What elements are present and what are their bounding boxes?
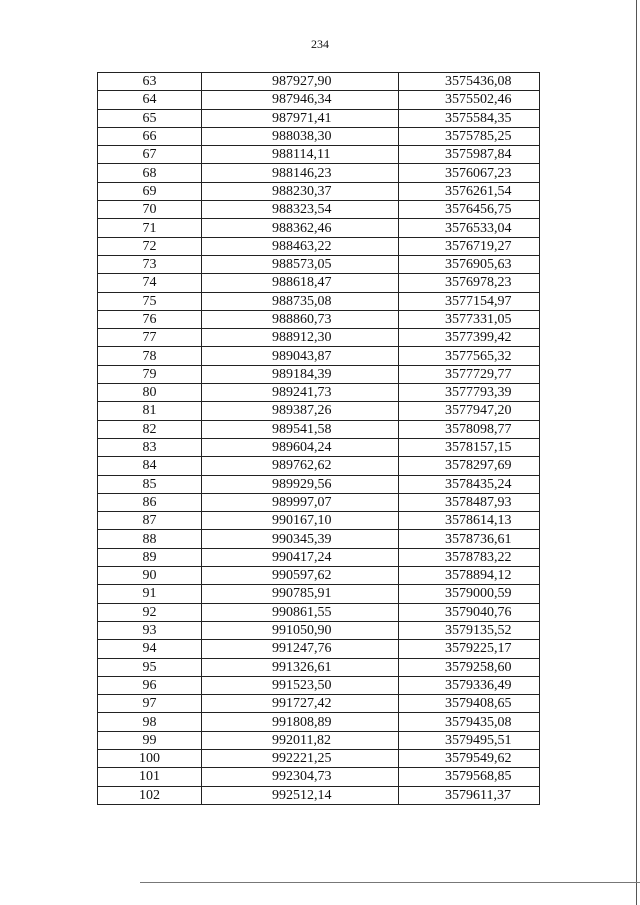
y-coordinate-cell: 3576978,23 — [399, 274, 540, 292]
x-coordinate-cell: 988912,30 — [202, 329, 399, 347]
y-coordinate-cell: 3579495,51 — [399, 731, 540, 749]
point-number-cell: 72 — [98, 237, 202, 255]
point-number-cell: 100 — [98, 749, 202, 767]
table-row — [98, 274, 540, 292]
x-coordinate-cell: 988146,23 — [202, 164, 399, 182]
x-coordinate-cell: 989043,87 — [202, 347, 399, 365]
table-row — [98, 786, 540, 804]
x-coordinate-cell: 992512,14 — [202, 786, 399, 804]
point-number-cell: 79 — [98, 365, 202, 383]
y-coordinate-cell: 3576719,27 — [399, 237, 540, 255]
point-number-cell: 78 — [98, 347, 202, 365]
y-coordinate-cell: 3576456,75 — [399, 201, 540, 219]
y-coordinate-cell: 3575436,08 — [399, 73, 540, 91]
y-coordinate-cell: 3577793,39 — [399, 384, 540, 402]
table-row — [98, 201, 540, 219]
table-row — [98, 402, 540, 420]
x-coordinate-cell: 989387,26 — [202, 402, 399, 420]
point-number-cell: 71 — [98, 219, 202, 237]
y-coordinate-cell: 3577331,05 — [399, 310, 540, 328]
table-row — [98, 475, 540, 493]
point-number-cell: 69 — [98, 182, 202, 200]
table-row — [98, 164, 540, 182]
point-number-cell: 93 — [98, 621, 202, 639]
x-coordinate-cell: 988038,30 — [202, 127, 399, 145]
x-coordinate-cell: 992304,73 — [202, 768, 399, 786]
x-coordinate-cell: 991808,89 — [202, 713, 399, 731]
point-number-cell: 66 — [98, 127, 202, 145]
table-row — [98, 493, 540, 511]
page-edge-right — [636, 0, 637, 905]
table-row — [98, 768, 540, 786]
x-coordinate-cell: 988362,46 — [202, 219, 399, 237]
table-row — [98, 749, 540, 767]
y-coordinate-cell: 3579549,62 — [399, 749, 540, 767]
x-coordinate-cell: 991727,42 — [202, 695, 399, 713]
table-row — [98, 548, 540, 566]
x-coordinate-cell: 990345,39 — [202, 530, 399, 548]
x-coordinate-cell: 990861,55 — [202, 603, 399, 621]
x-coordinate-cell: 987927,90 — [202, 73, 399, 91]
point-number-cell: 97 — [98, 695, 202, 713]
point-number-cell: 85 — [98, 475, 202, 493]
table-row — [98, 237, 540, 255]
point-number-cell: 102 — [98, 786, 202, 804]
table-row — [98, 146, 540, 164]
y-coordinate-cell: 3578435,24 — [399, 475, 540, 493]
table-row — [98, 731, 540, 749]
table-row — [98, 329, 540, 347]
y-coordinate-cell: 3576533,04 — [399, 219, 540, 237]
y-coordinate-cell: 3578098,77 — [399, 420, 540, 438]
point-number-cell: 63 — [98, 73, 202, 91]
table-row — [98, 365, 540, 383]
point-number-cell: 67 — [98, 146, 202, 164]
page-edge-bottom — [140, 882, 640, 883]
table-row — [98, 255, 540, 273]
table-row — [98, 219, 540, 237]
y-coordinate-cell: 3576905,63 — [399, 255, 540, 273]
x-coordinate-cell: 990417,24 — [202, 548, 399, 566]
x-coordinate-cell: 989241,73 — [202, 384, 399, 402]
point-number-cell: 90 — [98, 567, 202, 585]
y-coordinate-cell: 3579000,59 — [399, 585, 540, 603]
x-coordinate-cell: 990785,91 — [202, 585, 399, 603]
point-number-cell: 96 — [98, 676, 202, 694]
y-coordinate-cell: 3579336,49 — [399, 676, 540, 694]
x-coordinate-cell: 992011,82 — [202, 731, 399, 749]
table-row — [98, 384, 540, 402]
y-coordinate-cell: 3578783,22 — [399, 548, 540, 566]
y-coordinate-cell: 3578736,61 — [399, 530, 540, 548]
point-number-cell: 80 — [98, 384, 202, 402]
table-row — [98, 640, 540, 658]
table-row — [98, 109, 540, 127]
table-row — [98, 695, 540, 713]
table-row — [98, 713, 540, 731]
point-number-cell: 98 — [98, 713, 202, 731]
point-number-cell: 74 — [98, 274, 202, 292]
y-coordinate-cell: 3579225,17 — [399, 640, 540, 658]
x-coordinate-cell: 988860,73 — [202, 310, 399, 328]
coordinates-table — [97, 72, 540, 805]
point-number-cell: 91 — [98, 585, 202, 603]
x-coordinate-cell: 991523,50 — [202, 676, 399, 694]
table-row — [98, 292, 540, 310]
x-coordinate-cell: 991247,76 — [202, 640, 399, 658]
x-coordinate-cell: 989762,62 — [202, 457, 399, 475]
x-coordinate-cell: 987946,34 — [202, 91, 399, 109]
y-coordinate-cell: 3577565,32 — [399, 347, 540, 365]
y-coordinate-cell: 3579568,85 — [399, 768, 540, 786]
x-coordinate-cell: 990167,10 — [202, 512, 399, 530]
table-row — [98, 567, 540, 585]
x-coordinate-cell: 989184,39 — [202, 365, 399, 383]
point-number-cell: 86 — [98, 493, 202, 511]
y-coordinate-cell: 3579611,37 — [399, 786, 540, 804]
table-row — [98, 621, 540, 639]
point-number-cell: 94 — [98, 640, 202, 658]
y-coordinate-cell: 3579040,76 — [399, 603, 540, 621]
point-number-cell: 87 — [98, 512, 202, 530]
y-coordinate-cell: 3578614,13 — [399, 512, 540, 530]
table-row — [98, 347, 540, 365]
point-number-cell: 77 — [98, 329, 202, 347]
x-coordinate-cell: 988735,08 — [202, 292, 399, 310]
point-number-cell: 68 — [98, 164, 202, 182]
y-coordinate-cell: 3576261,54 — [399, 182, 540, 200]
page-number: 234 — [311, 37, 329, 51]
table-row — [98, 127, 540, 145]
y-coordinate-cell: 3577154,97 — [399, 292, 540, 310]
table-row — [98, 457, 540, 475]
y-coordinate-cell: 3577947,20 — [399, 402, 540, 420]
y-coordinate-cell: 3578157,15 — [399, 438, 540, 456]
x-coordinate-cell: 991326,61 — [202, 658, 399, 676]
x-coordinate-cell: 990597,62 — [202, 567, 399, 585]
table-row — [98, 603, 540, 621]
point-number-cell: 64 — [98, 91, 202, 109]
x-coordinate-cell: 989604,24 — [202, 438, 399, 456]
x-coordinate-cell: 988463,22 — [202, 237, 399, 255]
point-number-cell: 84 — [98, 457, 202, 475]
y-coordinate-cell: 3578487,93 — [399, 493, 540, 511]
point-number-cell: 95 — [98, 658, 202, 676]
y-coordinate-cell: 3575987,84 — [399, 146, 540, 164]
table-row — [98, 73, 540, 91]
point-number-cell: 73 — [98, 255, 202, 273]
point-number-cell: 75 — [98, 292, 202, 310]
x-coordinate-cell: 989929,56 — [202, 475, 399, 493]
x-coordinate-cell: 988323,54 — [202, 201, 399, 219]
x-coordinate-cell: 991050,90 — [202, 621, 399, 639]
table-row — [98, 182, 540, 200]
point-number-cell: 92 — [98, 603, 202, 621]
table-row — [98, 512, 540, 530]
x-coordinate-cell: 988573,05 — [202, 255, 399, 273]
x-coordinate-cell: 989997,07 — [202, 493, 399, 511]
table-row — [98, 310, 540, 328]
x-coordinate-cell: 989541,58 — [202, 420, 399, 438]
x-coordinate-cell: 988618,47 — [202, 274, 399, 292]
point-number-cell: 81 — [98, 402, 202, 420]
table-row — [98, 676, 540, 694]
y-coordinate-cell: 3575502,46 — [399, 91, 540, 109]
y-coordinate-cell: 3577399,42 — [399, 329, 540, 347]
point-number-cell: 89 — [98, 548, 202, 566]
y-coordinate-cell: 3578894,12 — [399, 567, 540, 585]
y-coordinate-cell: 3579135,52 — [399, 621, 540, 639]
y-coordinate-cell: 3579408,65 — [399, 695, 540, 713]
table-row — [98, 91, 540, 109]
point-number-cell: 70 — [98, 201, 202, 219]
y-coordinate-cell: 3576067,23 — [399, 164, 540, 182]
x-coordinate-cell: 988230,37 — [202, 182, 399, 200]
table-row — [98, 658, 540, 676]
y-coordinate-cell: 3578297,69 — [399, 457, 540, 475]
x-coordinate-cell: 987971,41 — [202, 109, 399, 127]
point-number-cell: 65 — [98, 109, 202, 127]
point-number-cell: 101 — [98, 768, 202, 786]
x-coordinate-cell: 988114,11 — [202, 146, 399, 164]
table-row — [98, 420, 540, 438]
coordinates-table-body — [98, 73, 540, 805]
y-coordinate-cell: 3579435,08 — [399, 713, 540, 731]
point-number-cell: 82 — [98, 420, 202, 438]
y-coordinate-cell: 3579258,60 — [399, 658, 540, 676]
point-number-cell: 88 — [98, 530, 202, 548]
table-row — [98, 438, 540, 456]
y-coordinate-cell: 3577729,77 — [399, 365, 540, 383]
point-number-cell: 99 — [98, 731, 202, 749]
table-row — [98, 585, 540, 603]
x-coordinate-cell: 992221,25 — [202, 749, 399, 767]
y-coordinate-cell: 3575785,25 — [399, 127, 540, 145]
point-number-cell: 76 — [98, 310, 202, 328]
y-coordinate-cell: 3575584,35 — [399, 109, 540, 127]
table-row — [98, 530, 540, 548]
point-number-cell: 83 — [98, 438, 202, 456]
